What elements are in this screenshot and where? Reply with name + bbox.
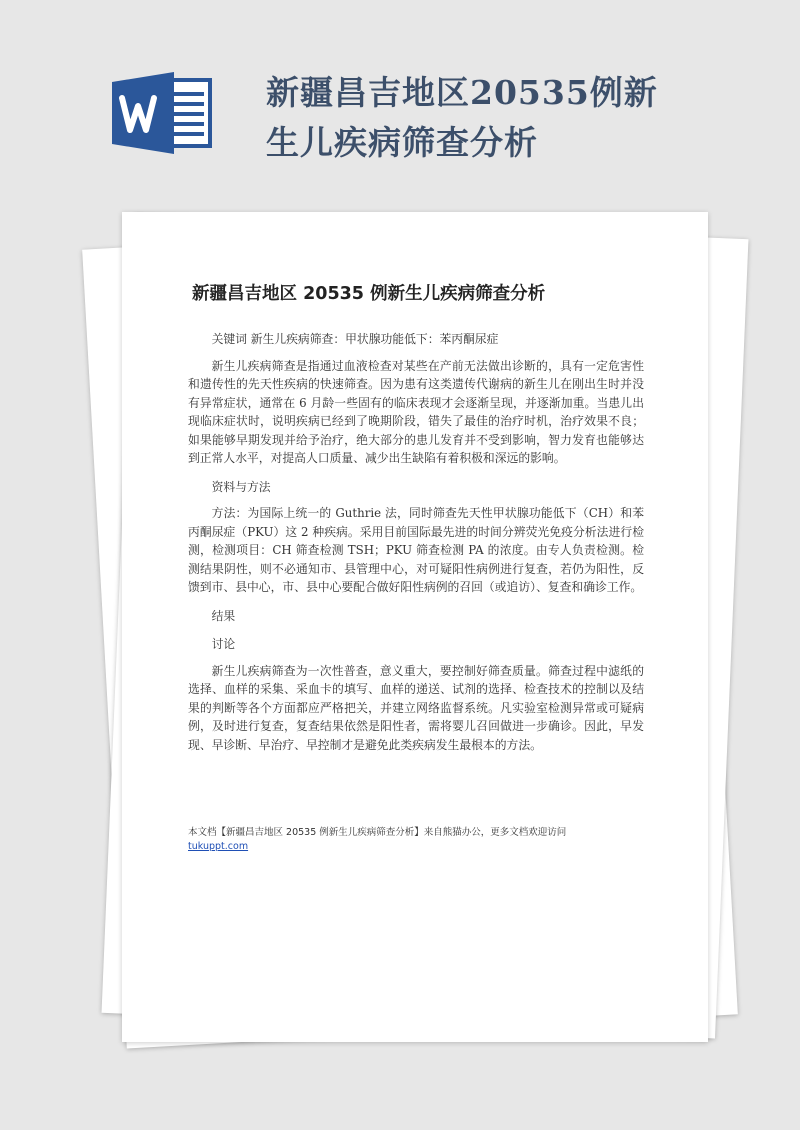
word-document-icon bbox=[112, 72, 224, 154]
keywords-line: 关键词 新生儿疾病筛查：甲状腺功能低下：苯丙酮尿症 bbox=[211, 332, 499, 346]
section-heading-results: 结果 bbox=[211, 608, 236, 623]
document-page bbox=[122, 212, 708, 1042]
methods-paragraph: 方法：为国际上统一的 Guthrie 法，同时筛查先天性甲状腺功能低下（CH）和苯丙酮尿症（PKU）这 2 种疾病。采用目前国际最先进的时间分辨荧光免疫分析法进行检测，检测项目：CH 筛查检测 TSH；PKU 筛查检测 PA 的浓度。由专人负责检测。检测结果阴性，则不必通知市、县管理中心，对可疑阳性病例进行复查，若仍为阳性，反馈到市、县中心，市、县中心要配合做好阳性病例的召回（或追访）、复查和确诊工作。 bbox=[188, 506, 644, 594]
discussion-paragraph: 新生儿疾病筛查为一次性普查，意义重大，要控制好筛查质量。筛查过程中滤纸的选择、血样的采集、采血卡的填写、血样的递送、试剂的选择、检查技术的控制以及结果的判断等各个方面都应严格把关，并建立网络监督系统。凡实验室检测异常或可疑病例，及时进行复查，复查结果依然是阳性者，需将婴儿召回做进一步确诊。因此，早发现、早诊断、早治疗、早控制才是避免此类疾病发生最根本的方法。 bbox=[188, 663, 644, 752]
source-link[interactable]: tukuppt.com bbox=[188, 841, 249, 852]
preview-header bbox=[0, 0, 800, 200]
source-note-text: 本文档【新疆昌吉地区 20535 例新生儿疾病筛查分析】来自熊猫办公，更多文档欢迎访问 bbox=[188, 827, 567, 838]
section-heading-materials: 资料与方法 bbox=[211, 479, 271, 494]
source-note bbox=[188, 826, 658, 854]
document-heading: 新疆昌吉地区 20535 例新生儿疾病筛查分析 bbox=[192, 284, 546, 304]
document-body bbox=[188, 330, 644, 754]
intro-paragraph: 新生儿疾病筛查是指通过血液检查对某些在产前无法做出诊断的，具有一定危害性和遗传性的先天性疾病的快速筛查。因为患有这类遗传代谢病的新生儿在刚出生时并没有异常症状，通常在 6 月龄一些固有的临床表现才会逐渐呈现，并逐渐加重。当患儿出现临床症状时，说明疾病已经到了晚期阶段，错失了最佳的治疗时机，治疗效果不良；如果能够早期发现并给予治疗，绝大部分的患儿发育并不受到影响，智力发育也能够达到正常人水平，对提高人口质量、减少出生缺陷有着积极和深远的影响。 bbox=[188, 358, 644, 465]
document-title-banner: 新疆昌吉地区20535例新生儿疾病筛查分析 bbox=[266, 73, 658, 162]
section-heading-discussion: 讨论 bbox=[211, 637, 236, 651]
